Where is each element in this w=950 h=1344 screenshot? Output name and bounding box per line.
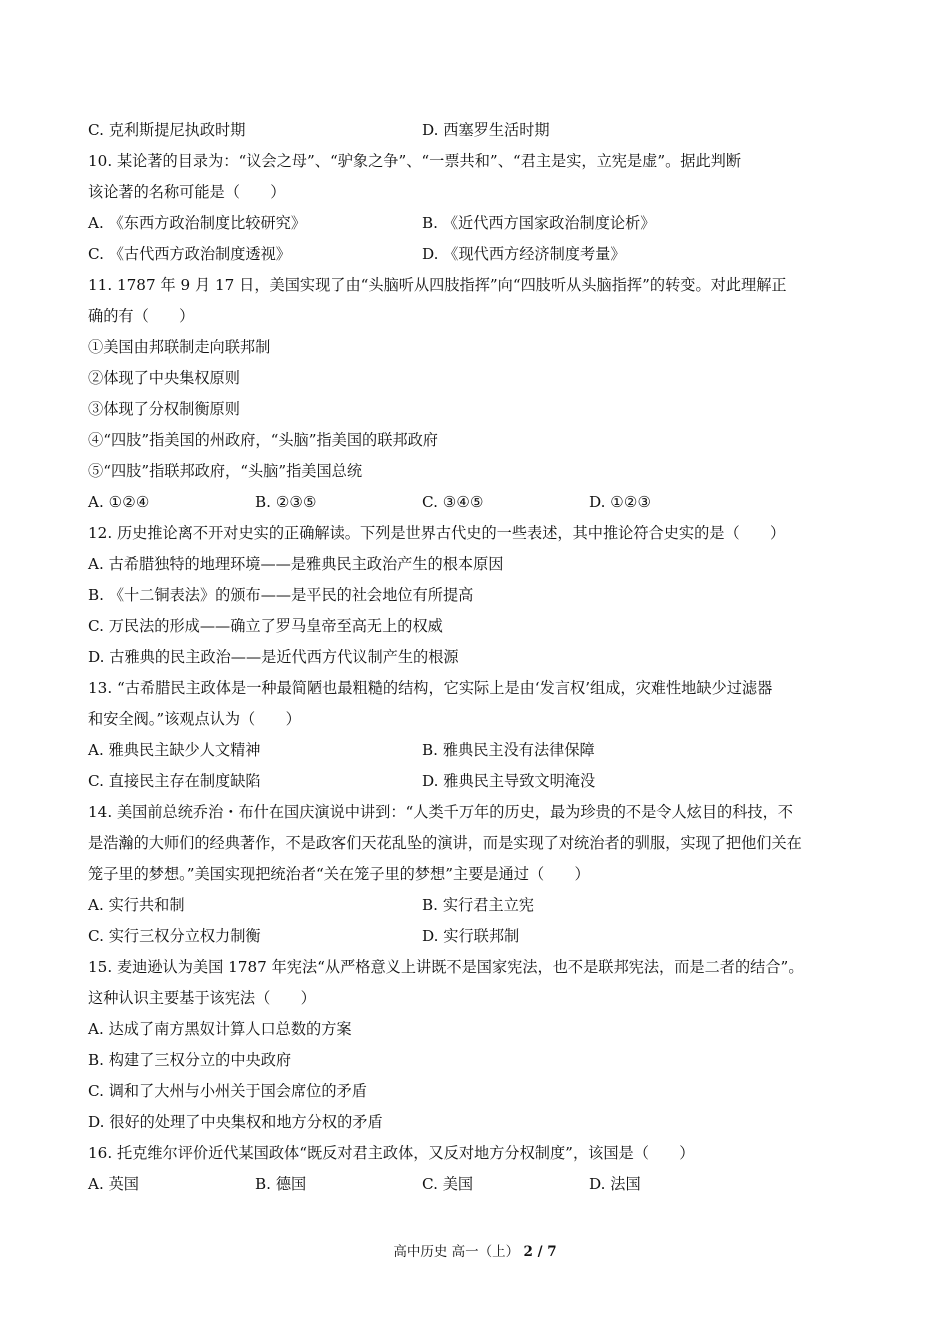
q16-stem: 16. 托克维尔评价近代某国政体“既反对君主政体，又反对地方分权制度”，该国是（ ） — [88, 1144, 695, 1162]
q10-options-ab — [88, 208, 868, 239]
q11-item-3: ③体现了分权制衡原则 — [88, 400, 240, 418]
q14-option-d[interactable]: D. 实行联邦制 — [422, 927, 520, 945]
q11-option-c[interactable]: C. ③④⑤ — [422, 493, 484, 511]
q15-option-a[interactable]: A. 达成了南方黑奴计算人口总数的方案 — [88, 1020, 352, 1038]
q13-option-c[interactable]: C. 直接民主存在制度缺陷 — [88, 772, 261, 790]
q11-stem-line1: 11. 1787 年 9 月 17 日，美国实现了由“头脑听从四肢指挥”向“四肢听从头脑指挥”的转变。对此理解正 — [88, 276, 787, 294]
q16-option-a[interactable]: A. 英国 — [88, 1175, 139, 1193]
q13-stem-line2: 和安全阀。”该观点认为（ ） — [88, 710, 301, 728]
q14-stem-line1: 14. 美国前总统乔治・布什在国庆演说中讲到：“人类千万年的历史，最为珍贵的不是令人炫目的科技，不 — [88, 803, 793, 821]
q16-option-c[interactable]: C. 美国 — [422, 1175, 474, 1193]
q12-option-d[interactable]: D. 古雅典的民主政治——是近代西方代议制产生的根源 — [88, 648, 459, 666]
q15-option-b[interactable]: B. 构建了三权分立的中央政府 — [88, 1051, 292, 1069]
q10-stem-line2: 该论著的名称可能是（ ） — [88, 183, 286, 201]
q13-options-cd — [88, 766, 868, 797]
q9-option-d[interactable]: D. 西塞罗生活时期 — [422, 121, 550, 139]
exam-page — [88, 115, 868, 1200]
q13-option-d[interactable]: D. 雅典民主导致文明淹没 — [422, 772, 596, 790]
q10-stem-line1: 10. 某论著的目录为：“议会之母”、“驴象之争”、“一票共和”、“君主是实，立宪是虚”。据此判断 — [88, 152, 742, 170]
q13-option-b[interactable]: B. 雅典民主没有法律保障 — [422, 741, 595, 759]
q10-options-cd — [88, 239, 868, 270]
q16-option-b[interactable]: B. 德国 — [255, 1175, 307, 1193]
q15-option-c[interactable]: C. 调和了大州与小州关于国会席位的矛盾 — [88, 1082, 367, 1100]
q15-stem-line1: 15. 麦迪逊认为美国 1787 年宪法“从严格意义上讲既不是国家宪法，也不是联邦宪法，而是二者的结合”。 — [88, 958, 804, 976]
q16-options — [88, 1169, 868, 1200]
page-footer — [0, 1240, 950, 1260]
q9-option-c[interactable]: C. 克利斯提尼执政时期 — [88, 121, 246, 139]
q11-option-d[interactable]: D. ①②③ — [589, 493, 652, 511]
q11-option-b[interactable]: B. ②③⑤ — [255, 493, 317, 511]
q16-option-d[interactable]: D. 法国 — [589, 1175, 641, 1193]
q10-option-a[interactable]: A. 《东西方政治制度比较研究》 — [88, 214, 307, 232]
page-number: 2 / 7 — [523, 1244, 557, 1260]
q14-option-a[interactable]: A. 实行共和制 — [88, 896, 185, 914]
q9-options-cd — [88, 115, 868, 146]
q14-option-b[interactable]: B. 实行君主立宪 — [422, 896, 534, 914]
q14-options-cd — [88, 921, 868, 952]
q10-option-b[interactable]: B. 《近代西方国家政治制度论析》 — [422, 214, 656, 232]
q11-item-1: ①美国由邦联制走向联邦制 — [88, 338, 271, 356]
q15-option-d[interactable]: D. 很好的处理了中央集权和地方分权的矛盾 — [88, 1113, 383, 1131]
q15-stem-line2: 这种认识主要基于该宪法（ ） — [88, 989, 316, 1007]
q13-stem-line1: 13. “古希腊民主政体是一种最简陋也最粗糙的结构，它实际上是由‘发言权’组成，灾难性地缺少过滤器 — [88, 679, 773, 697]
q10-option-c[interactable]: C. 《古代西方政治制度透视》 — [88, 245, 291, 263]
q13-option-a[interactable]: A. 雅典民主缺少人文精神 — [88, 741, 261, 759]
q12-option-b[interactable]: B. 《十二铜表法》的颁布——是平民的社会地位有所提高 — [88, 586, 474, 604]
q11-item-4: ④“四肢”指美国的州政府，“头脑”指美国的联邦政府 — [88, 431, 438, 449]
q10-option-d[interactable]: D. 《现代西方经济制度考量》 — [422, 245, 626, 263]
footer-subject: 高中历史 高一（上） — [393, 1244, 520, 1260]
q11-stem-line2: 确的有（ ） — [88, 307, 195, 325]
q11-item-2: ②体现了中央集权原则 — [88, 369, 240, 387]
q12-option-c[interactable]: C. 万民法的形成——确立了罗马皇帝至高无上的权威 — [88, 617, 443, 635]
q11-option-a[interactable]: A. ①②④ — [88, 493, 150, 511]
q13-options-ab — [88, 735, 868, 766]
q11-item-5: ⑤“四肢”指联邦政府，“头脑”指美国总统 — [88, 462, 363, 480]
q14-option-c[interactable]: C. 实行三权分立权力制衡 — [88, 927, 261, 945]
q14-options-ab — [88, 890, 868, 921]
q11-options — [88, 487, 868, 518]
q12-option-a[interactable]: A. 古希腊独特的地理环境——是雅典民主政治产生的根本原因 — [88, 555, 504, 573]
q14-stem-line3: 笼子里的梦想。”美国实现把统治者“关在笼子里的梦想”主要是通过（ ） — [88, 865, 590, 883]
q12-stem: 12. 历史推论离不开对史实的正确解读。下列是世界古代史的一些表述，其中推论符合史实的是（ ） — [88, 524, 786, 542]
q14-stem-line2: 是浩瀚的大师们的经典著作，不是政客们天花乱坠的演讲，而是实现了对统治者的驯服，实现了把他们关在 — [88, 834, 802, 852]
